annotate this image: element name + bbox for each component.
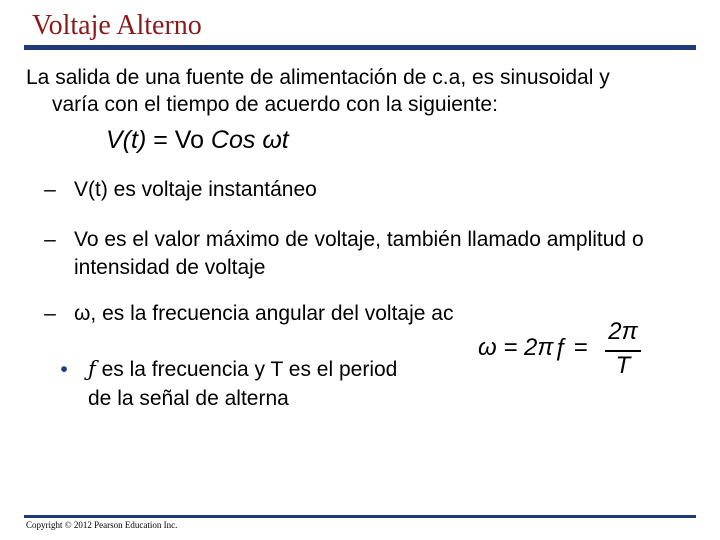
formula-rhs: Cos ωt — [210, 126, 289, 154]
title-divider — [24, 45, 696, 50]
bullet-instantaneous — [44, 176, 694, 204]
frequency-symbol: ƒ — [88, 357, 96, 381]
copyright-notice: Copyright © 2012 Pearson Education Inc. — [26, 520, 178, 530]
formula-lhs: V(t) — [106, 126, 147, 154]
voltage-formula — [106, 124, 289, 156]
bullet-text: ω, es la frecuencia angular del voltaje ac — [74, 302, 454, 325]
equation-numerator: 2π — [608, 318, 638, 345]
intro-line-2: varía con el tiempo de acuerdo con la siguiente: — [52, 93, 498, 116]
bullet-angular-frequency — [44, 300, 534, 328]
slide-title: Voltaje Alterno — [32, 10, 202, 41]
dash-marker: – — [44, 178, 56, 201]
equation-lhs: ω = 2πƒ = — [478, 334, 588, 361]
bullet-text: V(t) es voltaje instantáneo — [74, 178, 317, 201]
intro-line-1: La salida de una fuente de alimentación de c.a, es sinusoidal y — [26, 66, 610, 89]
dash-marker: – — [44, 228, 56, 251]
dash-marker: – — [44, 302, 56, 325]
bullet-text: Vo es el valor máximo de voltaje, también llamado amplitud o intensidad de voltaje — [74, 228, 644, 279]
bullet-amplitude — [44, 226, 714, 282]
sub-bullet-text: es la frecuencia y T es el period de la señal de alterna — [88, 358, 398, 410]
equation-denominator: T — [615, 352, 631, 379]
formula-eq: = Vo — [146, 126, 211, 154]
sub-bullet-frequency — [60, 355, 418, 413]
angular-frequency-equation — [478, 318, 658, 382]
intro-paragraph — [26, 64, 706, 118]
dot-marker: • — [60, 358, 68, 381]
